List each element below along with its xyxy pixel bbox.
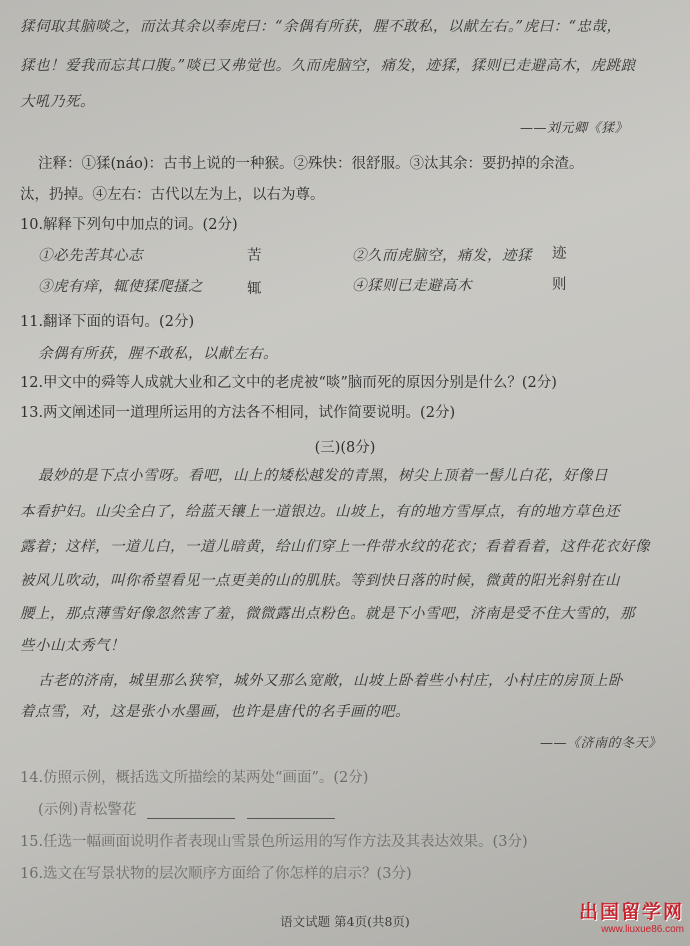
question-11: 11.翻译下面的语句。(2分) xyxy=(20,314,195,330)
site-watermark xyxy=(522,902,684,940)
passage-3-line-3: 露着；这样，一道儿白，一道儿暗黄，给山们穿上一件带水纹的花衣；看着看着，这件花衣好像 xyxy=(20,539,650,555)
passage-3-line-2: 本看护妇。山尖全白了，给蓝天镶上一道银边。山坡上，有的地方雪厚点，有的地方草色还 xyxy=(20,504,620,520)
answer-blank-1[interactable] xyxy=(147,804,235,819)
q11-sentence: 余偶有所获，腥不敢私，以献左右。 xyxy=(38,346,278,362)
page-footer: 语文试题 第4页(共8页) xyxy=(280,914,410,929)
passage-3-line-5: 腰上，那点薄雪好像忽然害了羞，微微露出点粉色。就是下小雪吧，济南是受不住大雪的，那 xyxy=(20,606,635,622)
passage-b-line-2: 猱也！爱我而忘其口腹。”啖已又弗觉也。久而虎脑空，痛发，迹猱，猱则已走避高木，虎跳踉 xyxy=(20,58,636,74)
q10-word-2: 迹 xyxy=(552,246,567,262)
question-14: 14.仿照示例，概括选文所描绘的某两处“画面”。(2分) xyxy=(20,770,369,786)
question-10: 10.解释下列句中加点的词。(2分) xyxy=(20,217,238,233)
notes-line-1: 注释：①猱(náo)：古书上说的一种猴。②殊快：很舒服。③汰其余：要扔掉的余渣。 xyxy=(38,156,584,172)
question-12: 12.甲文中的舜等人成就大业和乙文中的老虎被“啖”脑而死的原因分别是什么？(2分) xyxy=(20,375,557,391)
notes-line-2: 汰，扔掉。④左右：古代以左为上，以右为尊。 xyxy=(20,187,325,203)
question-15: 15.任选一幅画面说明作者表现山雪景色所运用的写作方法及其表达效果。(3分) xyxy=(20,834,528,850)
q10-word-1: 苦 xyxy=(247,248,262,264)
q14-example-row xyxy=(38,801,341,819)
question-13: 13.两文阐述同一道理所运用的方法各不相同，试作简要说明。(2分) xyxy=(20,405,456,421)
passage-3-para2-line-2: 着点雪，对，这是张小水墨画，也许是唐代的名手画的吧。 xyxy=(20,704,410,720)
section-3-heading: (三)(8分) xyxy=(314,440,376,456)
watermark-url: www.liuxue86.com xyxy=(601,924,684,935)
passage-3-line-1: 最妙的是下点小雪呀。看吧，山上的矮松越发的青黑，树尖上顶着一髻儿白花，好像日 xyxy=(38,468,608,484)
passage-b-line-3: 大吼乃死。 xyxy=(20,94,95,110)
passage-3-source: ——《济南的冬天》 xyxy=(540,736,662,751)
q10-word-4: 则 xyxy=(552,277,567,293)
q10-item-1: ①必先苦其心志 xyxy=(38,248,143,264)
passage-3-para2-line-1: 古老的济南，城里那么狭窄，城外又那么宽敞，山坡上卧着些小村庄，小村庄的房顶上卧 xyxy=(38,673,623,689)
passage-b-line-1: 猱伺取其脑啖之，而汰其余以奉虎曰：“余偶有所获，腥不敢私，以献左右。”虎曰：“忠哉， xyxy=(20,19,622,35)
q14-example: (示例)青松警花 xyxy=(38,802,137,818)
question-16: 16.选文在写景状物的层次顺序方面给了你怎样的启示？(3分) xyxy=(20,866,412,882)
answer-blank-2[interactable] xyxy=(247,804,335,819)
watermark-name: 出国留学网 xyxy=(578,902,684,923)
q10-item-2: ②久而虎脑空，痛发，迹猱 xyxy=(352,248,532,264)
q10-word-3: 辄 xyxy=(247,281,262,297)
passage-b-source: ——刘元卿《猱》 xyxy=(520,121,629,136)
passage-3-line-4: 被风儿吹动，叫你希望看见一点更美的山的肌肤。等到快日落的时候，微黄的阳光斜射在山 xyxy=(20,573,620,589)
q10-item-3: ③虎有痒，辄使猱爬搔之 xyxy=(38,279,203,295)
passage-3-line-6: 些小山太秀气！ xyxy=(20,638,125,654)
q10-item-4: ④猱则已走避高木 xyxy=(352,278,472,294)
